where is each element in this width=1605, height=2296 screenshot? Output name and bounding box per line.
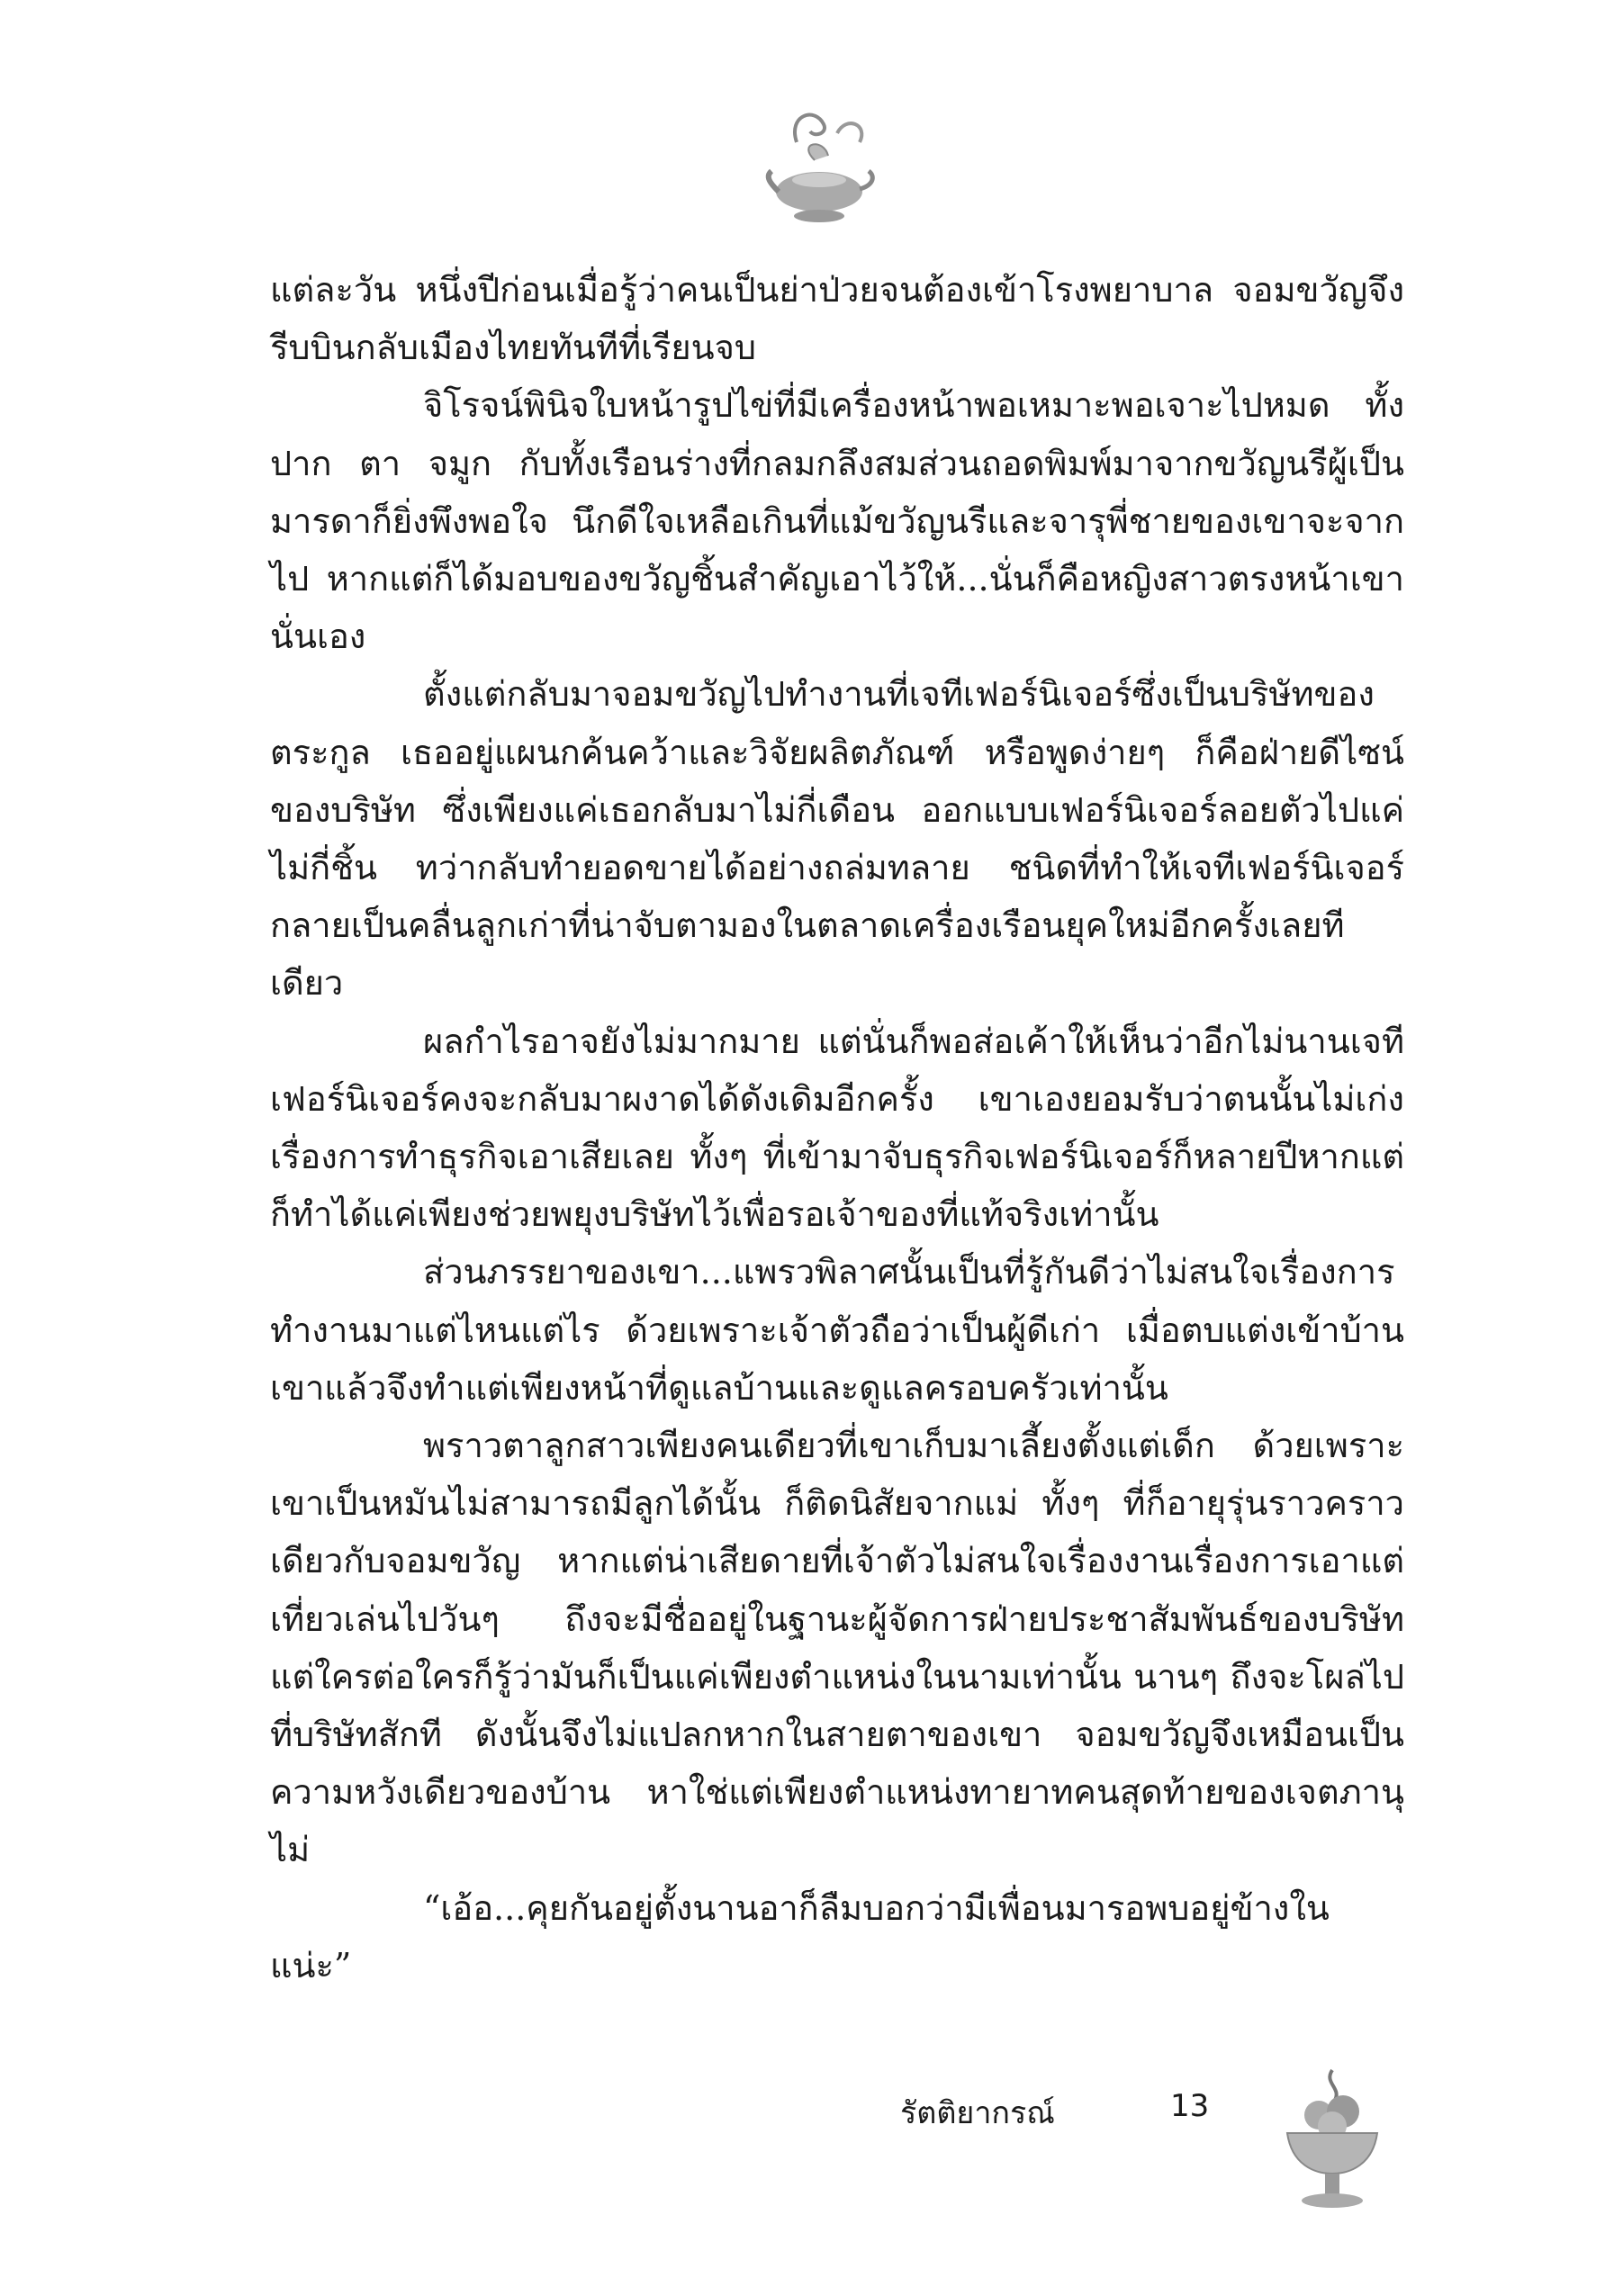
teapot-ornament-icon — [761, 106, 878, 232]
body-text — [270, 261, 1404, 1994]
page-footer — [900, 2061, 1386, 2223]
paragraph-1: แต่ละวัน หนึ่งปีก่อนเมื่อรู้ว่าคนเป็นย่าป่วยจนต้องเข้าโรงพยาบาล จอมขวัญจึงรีบบินกลับเมืองไทยทันทีที่เรียนจบ — [270, 270, 1404, 368]
dialogue-line: “เอ้อ...คุยกันอยู่ตั้งนานอาก็ลืมบอกว่ามีเพื่อนมารอพบอยู่ข้างในแน่ะ” — [270, 1887, 1330, 1985]
dessert-bowl-ornament-icon — [1278, 2061, 1386, 2223]
page-number: 13 — [1170, 2088, 1210, 2124]
paragraph-5: ส่วนภรรยาของเขา...แพรวพิลาศนั้นเป็นที่รู้กันดีว่าไม่สนใจเรื่องการทำงานมาแต่ไหนแต่ไร ด้วยเพราะเจ้าตัวถือว่าเป็นผู้ดีเก่า เมื่อตบแต่งเข้าบ้านเขาแล้วจึงทำแต่เพียงหน้าที่ดูแลบ้านและดูแลครอบครัวเท่านั้น — [270, 1252, 1404, 1408]
paragraph-3: ตั้งแต่กลับมาจอมขวัญไปทำงานที่เจทีเฟอร์นิเจอร์ซึ่งเป็นบริษัทของตระกูล เธออยู่แผนกค้นคว้าและวิจัยผลิตภัณฑ์ หรือพูดง่ายๆ ก็คือฝ่ายดีไซน์ของบริษัท ซึ่งเพียงแค่เธอกลับมาไม่กี่เดือน ออกแบบเฟอร์นิเจอร์ลอยตัวไปแค่ไม่กี่ชิ้น ทว่ากลับทำยอดขายได้อย่างถล่มทลาย ชนิดที่ทำให้เจทีเฟอร์นิเจอร์กลายเป็นคลื่นลูกเก่าที่น่าจับตามองในตลาดเครื่องเรือนยุคใหม่อีกครั้งเลยทีเดียว — [270, 674, 1404, 1004]
paragraph-6: พราวตาลูกสาวเพียงคนเดียวที่เขาเก็บมาเลี้ยงตั้งแต่เด็ก ด้วยเพราะเขาเป็นหมันไม่สามารถมีลูกได้นั้น ก็ติดนิสัยจากแม่ ทั้งๆ ที่ก็อายุรุ่นราวคราวเดียวกับจอมขวัญ หากแต่น่าเสียดายที่เจ้าตัวไม่สนใจเรื่องงานเรื่องการเอาแต่เที่ยวเล่นไปวันๆ ถึงจะมีชื่ออยู่ในฐานะผู้จัดการฝ่ายประชาสัมพันธ์ของบริษัท แต่ใครต่อใครก็รู้ว่ามันก็เป็นแค่เพียงตำแหน่งในนามเท่านั้น นานๆ ถึงจะโผล่ไปที่บริษัทสักที ดังนั้นจึงไม่แปลกหากในสายตาของเขา จอมขวัญจึงเหมือนเป็นความหวังเดียวของบ้าน หาใช่แต่เพียงตำแหน่งทายาทคนสุดท้ายของเจตภานุไม่ — [270, 1426, 1404, 1870]
running-book-title: รัตติยากรณ์ — [900, 2095, 1055, 2131]
paragraph-2: จิโรจน์พินิจใบหน้ารูปไข่ที่มีเครื่องหน้าพอเหมาะพอเจาะไปหมด ทั้งปาก ตา จมูก กับทั้งเรือนร่างที่กลมกลึงสมส่วนถอดพิมพ์มาจากขวัญนรีผู้เป็นมารดาก็ยิ่งพึงพอใจ นึกดีใจเหลือเกินที่แม้ขวัญนรีและจารุพี่ชายของเขาจะจากไป หากแต่ก็ได้มอบของขวัญชิ้นสำคัญเอาไว้ให้...นั่นก็คือหญิงสาวตรงหน้าเขานั่นเอง — [270, 385, 1404, 657]
paragraph-4: ผลกำไรอาจยังไม่มากมาย แต่นั่นก็พอส่อเค้าให้เห็นว่าอีกไม่นานเจทีเฟอร์นิเจอร์คงจะกลับมาผงาดได้ดังเดิมอีกครั้ง เขาเองยอมรับว่าตนนั้นไม่เก่งเรื่องการทำธุรกิจเอาเสียเลย ทั้งๆ ที่เข้ามาจับธุรกิจเฟอร์นิเจอร์ก็หลายปีหากแต่ก็ทำได้แค่เพียงช่วยพยุงบริษัทไว้เพื่อรอเจ้าของที่แท้จริงเท่านั้น — [270, 1021, 1404, 1235]
